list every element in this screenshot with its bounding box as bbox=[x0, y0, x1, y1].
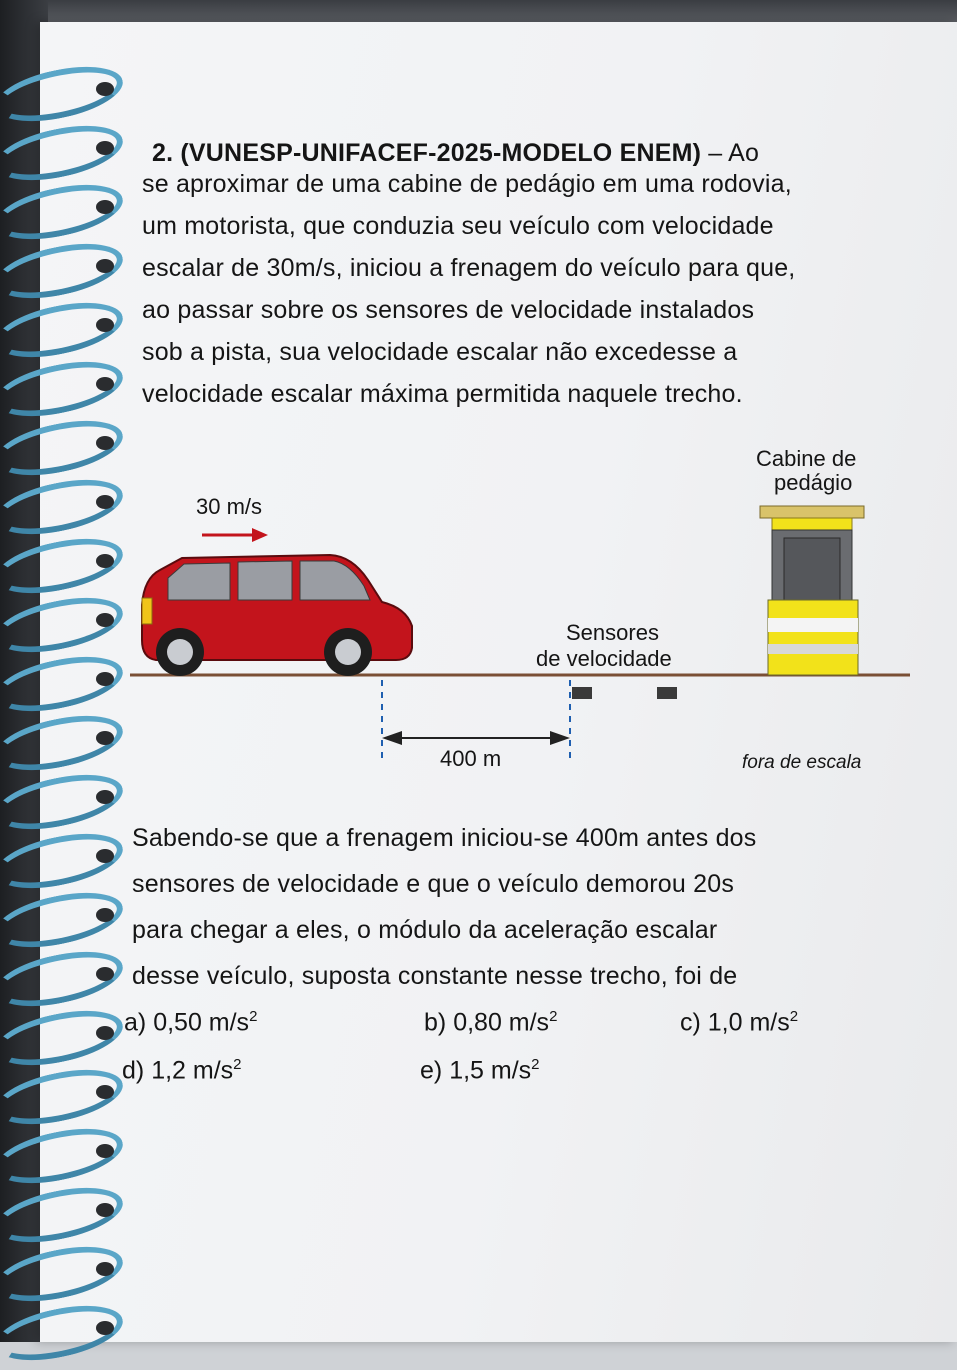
question-line-9: para chegar a eles, o módulo da aceleração escalar bbox=[132, 916, 718, 944]
sensors-label-1: Sensores bbox=[566, 620, 659, 645]
punch-hole bbox=[96, 1026, 114, 1040]
booth-label-1: Cabine de bbox=[756, 446, 857, 471]
car bbox=[142, 555, 412, 676]
punch-hole bbox=[96, 1144, 114, 1158]
option-d-value: 1,2 m/s bbox=[151, 1056, 234, 1085]
punch-hole bbox=[96, 82, 114, 96]
distance-arrow-left bbox=[382, 731, 402, 745]
punch-hole bbox=[96, 790, 114, 804]
question-line-8: sensores de velocidade e que o veículo demorou 20s bbox=[132, 870, 735, 898]
question-line-6: velocidade escalar máxima permitida naquele trecho. bbox=[142, 380, 743, 408]
punch-hole bbox=[96, 908, 114, 922]
punch-hole bbox=[96, 672, 114, 686]
option-a-letter: a) bbox=[124, 1008, 147, 1037]
punch-hole bbox=[96, 1085, 114, 1099]
punch-hole bbox=[96, 377, 114, 391]
question-line-3: escalar de 30m/s, iniciou a frenagem do veículo para que, bbox=[142, 254, 796, 282]
punch-hole bbox=[96, 200, 114, 214]
sensor-right bbox=[657, 687, 677, 699]
option-b-value: 0,80 m/s bbox=[453, 1008, 550, 1037]
option-d-exp: 2 bbox=[233, 1056, 242, 1073]
sensor-left bbox=[572, 687, 592, 699]
punch-hole bbox=[96, 318, 114, 332]
punch-hole bbox=[96, 495, 114, 509]
booth-label-2: pedágio bbox=[774, 470, 853, 495]
option-c-exp: 2 bbox=[789, 1008, 799, 1025]
option-d-letter: d) bbox=[122, 1056, 145, 1085]
punch-hole bbox=[96, 1262, 114, 1276]
question-line-2: um motorista, que conduzia seu veículo com velocidade bbox=[142, 212, 774, 240]
option-b-letter: b) bbox=[424, 1008, 447, 1037]
punch-hole bbox=[96, 1203, 114, 1217]
scale-note: fora de escala bbox=[742, 752, 862, 773]
question-title-suffix: – Ao bbox=[701, 139, 760, 167]
speed-arrow-head bbox=[252, 528, 268, 542]
punch-hole bbox=[96, 731, 114, 745]
option-e[interactable] bbox=[420, 1056, 540, 1085]
punch-hole bbox=[96, 613, 114, 627]
option-e-letter: e) bbox=[420, 1056, 443, 1085]
question-source: (VUNESP-UNIFACEF-2025-MODELO ENEM) bbox=[180, 139, 702, 167]
option-a-exp: 2 bbox=[249, 1008, 258, 1025]
option-c-value: 1,0 m/s bbox=[707, 1008, 790, 1037]
distance-arrow-right bbox=[550, 731, 570, 745]
question-line-5: sob a pista, sua velocidade escalar não excedesse a bbox=[142, 338, 738, 366]
option-b-exp: 2 bbox=[549, 1008, 558, 1025]
option-a-value: 0,50 m/s bbox=[153, 1008, 250, 1037]
question-line-1: se aproximar de uma cabine de pedágio em uma rodovia, bbox=[142, 170, 792, 198]
punch-hole bbox=[96, 967, 114, 981]
option-d[interactable] bbox=[122, 1056, 242, 1085]
speed-label: 30 m/s bbox=[196, 494, 263, 519]
option-c-letter: c) bbox=[680, 1008, 701, 1037]
distance-label: 400 m bbox=[440, 746, 502, 771]
option-c[interactable] bbox=[680, 1008, 798, 1037]
option-a[interactable] bbox=[124, 1008, 257, 1037]
punch-hole bbox=[96, 1321, 114, 1335]
punch-hole bbox=[96, 849, 114, 863]
question-line-7: Sabendo-se que a frenagem iniciou-se 400m antes dos bbox=[132, 824, 757, 852]
option-b[interactable] bbox=[424, 1008, 557, 1037]
sensors-label-2: de velocidade bbox=[536, 646, 672, 671]
punch-hole bbox=[96, 436, 114, 450]
option-e-exp: 2 bbox=[531, 1056, 540, 1073]
option-e-value: 1,5 m/s bbox=[449, 1056, 532, 1085]
punch-hole bbox=[96, 259, 114, 273]
question-number: 2. bbox=[152, 139, 174, 167]
punch-hole bbox=[96, 141, 114, 155]
question-line-10: desse veículo, suposta constante nesse trecho, foi de bbox=[132, 962, 738, 990]
question-line-4: ao passar sobre os sensores de velocidade instalados bbox=[142, 296, 755, 324]
punch-hole bbox=[96, 554, 114, 568]
toll-booth bbox=[760, 506, 864, 675]
